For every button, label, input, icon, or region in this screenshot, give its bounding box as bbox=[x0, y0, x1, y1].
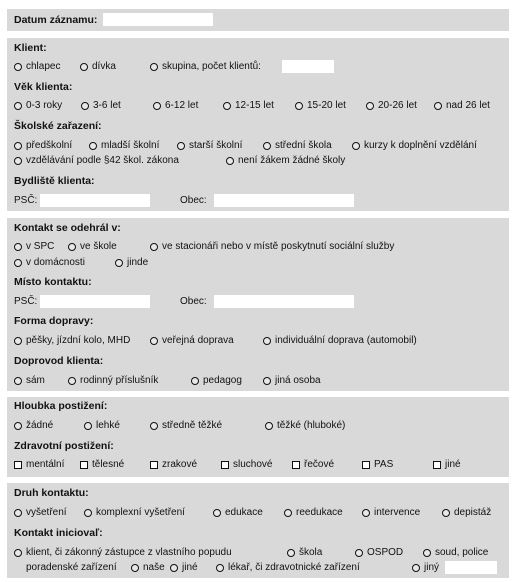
transport-option-walk[interactable]: pěšky, jízdní kolo, MHD bbox=[14, 335, 130, 346]
transport-label: Forma dopravy: bbox=[14, 315, 94, 327]
radio-icon bbox=[263, 337, 271, 345]
residence-psc-label: PSČ: bbox=[14, 195, 38, 206]
depth-option-none[interactable]: žádné bbox=[14, 420, 53, 431]
school-option-older[interactable]: starší školní bbox=[177, 140, 242, 151]
radio-icon bbox=[14, 243, 22, 251]
radio-icon bbox=[89, 142, 97, 150]
contact-obec-label: Obec: bbox=[180, 296, 207, 307]
radio-icon bbox=[14, 259, 22, 267]
health-option-speech[interactable]: řečové bbox=[292, 459, 334, 470]
checkbox-icon bbox=[80, 461, 88, 469]
school-option-courses[interactable]: kurzy k doplnění vzdělání bbox=[352, 140, 477, 151]
checkbox-icon bbox=[362, 461, 370, 469]
initiator-option-school[interactable]: škola bbox=[287, 547, 322, 558]
contact-option-elsewhere[interactable]: jinde bbox=[115, 257, 148, 268]
radio-icon bbox=[80, 63, 88, 71]
residence-obec-label: Obec: bbox=[180, 195, 207, 206]
initiator-option-ospod[interactable]: OSPOD bbox=[355, 547, 403, 558]
disability-depth-label: Hloubka postižení: bbox=[14, 400, 108, 412]
radio-icon bbox=[14, 549, 22, 557]
kind-option-screening[interactable]: depistáž bbox=[442, 507, 491, 518]
residence-label: Bydliště klienta: bbox=[14, 175, 95, 187]
contact-psc-label: PSČ: bbox=[14, 296, 38, 307]
health-option-other[interactable]: jiné bbox=[433, 459, 461, 470]
radio-icon bbox=[14, 63, 22, 71]
radio-icon bbox=[68, 377, 76, 385]
radio-icon bbox=[153, 102, 161, 110]
kind-option-intervention[interactable]: intervence bbox=[362, 507, 420, 518]
radio-icon bbox=[352, 142, 360, 150]
radio-icon bbox=[14, 102, 22, 110]
contact-kind-label: Druh kontaktu: bbox=[14, 487, 89, 499]
initiator-option-ours[interactable]: naše bbox=[131, 562, 165, 573]
kind-option-complex[interactable]: komplexní vyšetření bbox=[84, 507, 185, 518]
initiator-option-doctor[interactable]: lékař, či zdravotnické zařízení bbox=[216, 562, 360, 573]
health-option-hearing[interactable]: sluchové bbox=[221, 459, 272, 470]
contact-option-spc[interactable]: v SPC bbox=[14, 241, 54, 252]
radio-icon bbox=[131, 564, 139, 572]
contact-option-stacionar[interactable]: ve stacionáři nebo v místě poskytnutí sociální služby bbox=[150, 241, 394, 252]
radio-icon bbox=[177, 142, 185, 150]
initiator-option-client[interactable]: klient, či zákonný zástupce z vlastního popudu bbox=[14, 547, 232, 558]
radio-icon bbox=[150, 422, 158, 430]
health-option-mental[interactable]: mentální bbox=[14, 459, 64, 470]
client-option-group[interactable]: skupina, počet klientů: bbox=[150, 61, 261, 72]
age-label: Věk klienta: bbox=[14, 81, 73, 93]
age-option-2[interactable]: 6-12 let bbox=[153, 100, 198, 111]
radio-icon bbox=[423, 549, 431, 557]
radio-icon bbox=[366, 102, 374, 110]
contact-obec-field[interactable] bbox=[214, 295, 354, 308]
initiator-other-field[interactable] bbox=[445, 561, 497, 574]
school-option-preschool[interactable]: předškolní bbox=[14, 140, 72, 151]
radio-icon bbox=[14, 337, 22, 345]
checkbox-icon bbox=[433, 461, 441, 469]
checkbox-icon bbox=[14, 461, 22, 469]
radio-icon bbox=[170, 564, 178, 572]
initiator-option-other[interactable]: jiný bbox=[412, 562, 439, 573]
client-option-girl[interactable]: dívka bbox=[80, 61, 116, 72]
escort-option-family[interactable]: rodinný příslušník bbox=[68, 375, 158, 386]
radio-icon bbox=[213, 509, 221, 517]
radio-icon bbox=[434, 102, 442, 110]
school-label: Školské zařazení: bbox=[14, 120, 102, 132]
radio-icon bbox=[442, 509, 450, 517]
radio-icon bbox=[81, 102, 89, 110]
radio-icon bbox=[150, 243, 158, 251]
radio-icon bbox=[84, 422, 92, 430]
school-option-younger[interactable]: mladší školní bbox=[89, 140, 159, 151]
kind-option-exam[interactable]: vyšetření bbox=[14, 507, 67, 518]
radio-icon bbox=[287, 549, 295, 557]
age-option-6[interactable]: nad 26 let bbox=[434, 100, 490, 111]
contact-psc-field[interactable] bbox=[40, 295, 150, 308]
initiator-option-court[interactable]: soud, police bbox=[423, 547, 488, 558]
radio-icon bbox=[263, 377, 271, 385]
initiator-option-other-counseling[interactable]: jiné bbox=[170, 562, 198, 573]
radio-icon bbox=[14, 422, 22, 430]
radio-icon bbox=[223, 102, 231, 110]
date-field[interactable] bbox=[103, 13, 213, 26]
radio-icon bbox=[191, 377, 199, 385]
initiator-counseling-label: poradenské zařízení bbox=[26, 562, 117, 573]
age-option-4[interactable]: 15-20 let bbox=[295, 100, 346, 111]
radio-icon bbox=[14, 142, 22, 150]
checkbox-icon bbox=[221, 461, 229, 469]
contact-option-school[interactable]: ve škole bbox=[68, 241, 117, 252]
escort-option-alone[interactable]: sám bbox=[14, 375, 45, 386]
contact-option-home[interactable]: v domácnosti bbox=[14, 257, 85, 268]
depth-option-severe[interactable]: těžké (hluboké) bbox=[265, 420, 345, 431]
checkbox-icon bbox=[292, 461, 300, 469]
age-option-3[interactable]: 12-15 let bbox=[223, 100, 274, 111]
client-label: Klient: bbox=[14, 42, 47, 54]
residence-obec-field[interactable] bbox=[214, 194, 354, 207]
radio-icon bbox=[14, 509, 22, 517]
age-option-5[interactable]: 20-26 let bbox=[366, 100, 417, 111]
group-count-field[interactable] bbox=[282, 60, 334, 73]
date-label: Datum záznamu: bbox=[14, 14, 98, 26]
health-option-visual[interactable]: zrakové bbox=[150, 459, 197, 470]
depth-option-light[interactable]: lehké bbox=[84, 420, 120, 431]
client-option-boy[interactable]: chlapec bbox=[14, 61, 60, 72]
radio-icon bbox=[295, 102, 303, 110]
age-option-0[interactable]: 0-3 roky bbox=[14, 100, 62, 111]
radio-icon bbox=[284, 509, 292, 517]
health-option-pas[interactable]: PAS bbox=[362, 459, 393, 470]
radio-icon bbox=[150, 63, 158, 71]
checkbox-icon bbox=[150, 461, 158, 469]
radio-icon bbox=[263, 142, 271, 150]
school-option-secondary[interactable]: střední škola bbox=[263, 140, 332, 151]
radio-icon bbox=[115, 259, 123, 267]
age-option-1[interactable]: 3-6 let bbox=[81, 100, 121, 111]
escort-label: Doprovod klienta: bbox=[14, 355, 104, 367]
transport-option-public[interactable]: veřejná doprava bbox=[150, 335, 234, 346]
radio-icon bbox=[355, 549, 363, 557]
escort-option-teacher[interactable]: pedagog bbox=[191, 375, 242, 386]
radio-icon bbox=[150, 337, 158, 345]
health-label: Zdravotní postižení: bbox=[14, 440, 114, 452]
radio-icon bbox=[412, 564, 420, 572]
radio-icon bbox=[265, 422, 273, 430]
school-option-par42[interactable]: vzdělávání podle §42 škol. zákona bbox=[14, 155, 179, 166]
radio-icon bbox=[216, 564, 224, 572]
contact-place-label: Místo kontaktu: bbox=[14, 276, 92, 288]
radio-icon bbox=[14, 157, 22, 165]
radio-icon bbox=[226, 157, 234, 165]
school-option-none[interactable]: není žákem žádné školy bbox=[226, 155, 345, 166]
radio-icon bbox=[362, 509, 370, 517]
depth-option-medium[interactable]: středně těžké bbox=[150, 420, 222, 431]
radio-icon bbox=[68, 243, 76, 251]
initiator-label: Kontakt iniciovaľ: bbox=[14, 527, 103, 539]
contact-place-type-label: Kontakt se odehrál v: bbox=[14, 222, 121, 234]
radio-icon bbox=[84, 509, 92, 517]
escort-option-other[interactable]: jiná osoba bbox=[263, 375, 321, 386]
health-option-physical[interactable]: tělesné bbox=[80, 459, 124, 470]
residence-psc-field[interactable] bbox=[40, 194, 150, 207]
kind-option-education[interactable]: edukace bbox=[213, 507, 263, 518]
kind-option-reeducation[interactable]: reedukace bbox=[284, 507, 343, 518]
radio-icon bbox=[14, 377, 22, 385]
transport-option-car[interactable]: individuální doprava (automobil) bbox=[263, 335, 417, 346]
